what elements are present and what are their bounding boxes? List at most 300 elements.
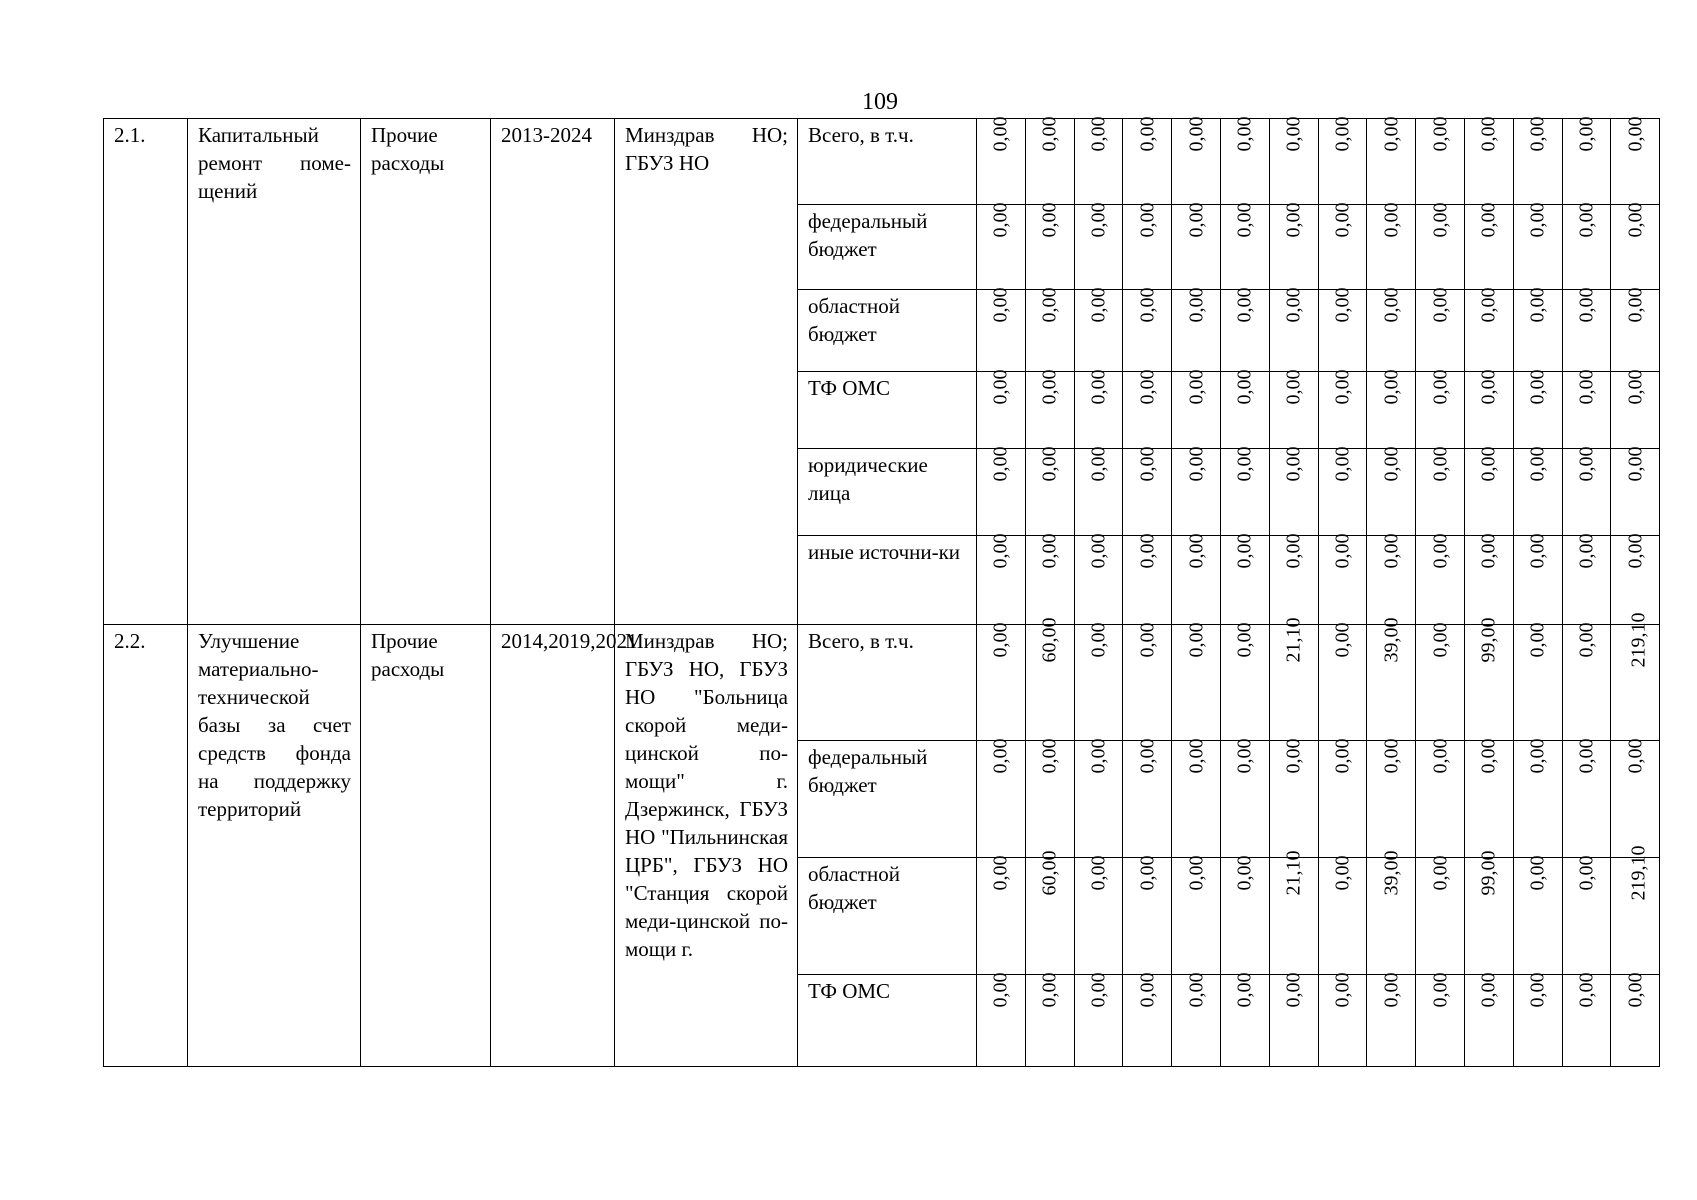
funding-source-label: иные источни-ки	[808, 540, 961, 564]
amount-cell	[1220, 622, 1269, 741]
amount-cell	[1025, 369, 1074, 449]
amount-cell	[1172, 116, 1221, 205]
amount-value: 99,00	[1477, 617, 1500, 663]
amount-value: 0,00	[1477, 116, 1500, 152]
amount-cell	[1123, 446, 1172, 536]
amount-value: 0,00	[1136, 446, 1159, 482]
amount-value: 0,00	[1136, 738, 1159, 774]
amount-value: 0,00	[1185, 972, 1208, 1008]
amount-cell	[1367, 369, 1416, 449]
expense-type-cell	[361, 625, 491, 1067]
amount-value: 0,00	[1087, 202, 1110, 238]
amount-cell	[1416, 855, 1465, 975]
amount-cell	[1562, 622, 1611, 741]
amount-value: 0,00	[1380, 369, 1403, 405]
amount-cell	[1269, 533, 1318, 625]
amount-cell	[1367, 850, 1416, 975]
amount-cell	[1416, 622, 1465, 741]
amount-value: 0,00	[1624, 116, 1647, 152]
amount-cell	[1611, 446, 1660, 536]
table-body	[104, 116, 1660, 1067]
amount-value: 0,00	[1038, 116, 1061, 152]
amount-value: 0,00	[1087, 972, 1110, 1008]
amount-value: 0,00	[989, 116, 1012, 152]
amount-cell	[1269, 369, 1318, 449]
amount-cell	[1367, 533, 1416, 625]
amount-value: 0,00	[1380, 972, 1403, 1008]
amount-cell	[1562, 369, 1611, 449]
amount-value: 0,00	[1087, 622, 1110, 658]
amount-cell	[1562, 446, 1611, 536]
amount-cell	[1416, 116, 1465, 205]
amount-value: 0,00	[1185, 116, 1208, 152]
row-number-cell	[104, 625, 188, 1067]
amount-cell	[1025, 738, 1074, 858]
funding-source-cell	[798, 119, 977, 205]
amount-cell	[1172, 287, 1221, 372]
amount-cell	[1123, 287, 1172, 372]
amount-value: 0,00	[1087, 287, 1110, 323]
amount-cell	[1464, 287, 1513, 372]
amount-value: 0,00	[1136, 369, 1159, 405]
amount-value: 0,00	[1624, 533, 1647, 569]
amount-cell	[1416, 446, 1465, 536]
amount-cell	[1367, 202, 1416, 290]
amount-value: 0,00	[1185, 446, 1208, 482]
amount-cell	[1123, 116, 1172, 205]
amount-value: 0,00	[1331, 369, 1354, 405]
expense-type: Прочие расходы	[371, 629, 445, 681]
amount-cell	[1611, 202, 1660, 290]
amount-cell	[1513, 972, 1562, 1067]
amount-value: 0,00	[1038, 287, 1061, 323]
amount-cell	[1513, 622, 1562, 741]
amount-value: 0,00	[1624, 972, 1647, 1008]
amount-cell	[1269, 738, 1318, 858]
amount-value: 0,00	[1429, 446, 1452, 482]
amount-value: 0,00	[1624, 369, 1647, 405]
amount-value: 0,00	[1282, 446, 1305, 482]
amount-value: 0,00	[1526, 855, 1549, 891]
amount-value: 0,00	[1331, 116, 1354, 152]
amount-cell	[977, 855, 1026, 975]
amount-value: 0,00	[1429, 738, 1452, 774]
amount-cell	[1611, 287, 1660, 372]
amount-value: 0,00	[1429, 533, 1452, 569]
amount-cell	[1464, 369, 1513, 449]
amount-value: 0,00	[1526, 287, 1549, 323]
amount-cell	[1416, 369, 1465, 449]
amount-value: 0,00	[1331, 533, 1354, 569]
amount-cell	[1562, 116, 1611, 205]
amount-value: 0,00	[1429, 287, 1452, 323]
amount-value: 0,00	[1233, 533, 1256, 569]
amount-value: 0,00	[989, 202, 1012, 238]
amount-value: 219,10	[1627, 612, 1650, 668]
amount-value: 0,00	[1331, 622, 1354, 658]
amount-cell	[1318, 287, 1367, 372]
amount-cell	[1172, 202, 1221, 290]
amount-cell	[1416, 972, 1465, 1067]
amount-value: 0,00	[1038, 202, 1061, 238]
amount-value: 0,00	[1233, 622, 1256, 658]
amount-cell	[977, 287, 1026, 372]
amount-value: 60,00	[1038, 850, 1061, 896]
amount-cell	[1220, 202, 1269, 290]
row-number: 2.1.	[114, 123, 146, 147]
funding-source-cell	[798, 536, 977, 625]
amount-cell	[1123, 533, 1172, 625]
executor-cell	[615, 625, 798, 1067]
amount-value: 0,00	[1185, 287, 1208, 323]
amount-cell	[1172, 622, 1221, 741]
amount-cell	[1074, 446, 1123, 536]
amount-cell	[1074, 369, 1123, 449]
funding-source-label: Всего, в т.ч.	[808, 123, 914, 147]
funding-source-cell	[798, 290, 977, 372]
amount-cell	[1464, 972, 1513, 1067]
amount-cell	[1025, 446, 1074, 536]
amount-cell	[1220, 855, 1269, 975]
amount-cell	[1416, 533, 1465, 625]
amount-cell	[1513, 287, 1562, 372]
amount-cell	[1269, 446, 1318, 536]
amount-cell	[1611, 369, 1660, 449]
amount-cell	[1562, 855, 1611, 975]
amount-cell	[1367, 446, 1416, 536]
funding-source-cell	[798, 372, 977, 449]
amount-cell	[1025, 533, 1074, 625]
amount-value: 0,00	[1136, 202, 1159, 238]
funding-source-cell	[798, 625, 977, 741]
amount-value: 0,00	[1038, 738, 1061, 774]
amount-cell	[1562, 533, 1611, 625]
amount-cell	[977, 446, 1026, 536]
amount-value: 0,00	[989, 622, 1012, 658]
amount-value: 0,00	[1380, 446, 1403, 482]
funding-source-label: федеральный бюджет	[808, 209, 928, 261]
amount-value: 0,00	[1575, 738, 1598, 774]
amount-value: 0,00	[1526, 202, 1549, 238]
funding-source-label: юридические лица	[808, 453, 928, 505]
amount-value: 0,00	[1233, 287, 1256, 323]
funding-source-label: областной бюджет	[808, 294, 900, 346]
measure-name-cell	[188, 625, 361, 1067]
amount-value: 0,00	[1477, 287, 1500, 323]
amount-value: 0,00	[1429, 855, 1452, 891]
amount-cell	[1025, 972, 1074, 1067]
amount-value: 0,00	[1575, 446, 1598, 482]
amount-value: 0,00	[989, 369, 1012, 405]
amount-value: 0,00	[1038, 972, 1061, 1008]
amount-cell	[1318, 446, 1367, 536]
funding-source-label: Всего, в т.ч.	[808, 629, 914, 653]
amount-cell	[1074, 533, 1123, 625]
amount-cell	[1220, 446, 1269, 536]
amount-cell	[1562, 202, 1611, 290]
amount-value: 0,00	[989, 855, 1012, 891]
amount-value: 0,00	[1624, 202, 1647, 238]
amount-value: 0,00	[1087, 116, 1110, 152]
amount-value: 0,00	[1331, 446, 1354, 482]
amount-value: 0,00	[989, 533, 1012, 569]
amount-cell	[1269, 972, 1318, 1067]
period-cell	[491, 625, 638, 1067]
amount-cell	[977, 202, 1026, 290]
amount-value: 0,00	[989, 446, 1012, 482]
amount-cell	[1123, 972, 1172, 1067]
amount-value: 0,00	[1136, 533, 1159, 569]
amount-value: 0,00	[1526, 533, 1549, 569]
amount-value: 0,00	[1136, 116, 1159, 152]
amount-value: 0,00	[1331, 855, 1354, 891]
amount-value: 0,00	[1477, 533, 1500, 569]
amount-cell	[1269, 617, 1318, 741]
amount-value: 0,00	[1624, 287, 1647, 323]
amount-value: 0,00	[1429, 622, 1452, 658]
amount-cell	[1318, 369, 1367, 449]
amount-value: 219,10	[1627, 845, 1650, 901]
amount-value: 0,00	[1038, 369, 1061, 405]
funding-source-cell	[798, 449, 977, 536]
amount-value: 0,00	[1624, 738, 1647, 774]
amount-value: 0,00	[1331, 202, 1354, 238]
amount-value: 0,00	[989, 972, 1012, 1008]
amount-value: 0,00	[1331, 738, 1354, 774]
budget-table	[103, 118, 1660, 1067]
funding-source-label: ТФ ОМС	[808, 979, 891, 1003]
amount-cell	[1123, 369, 1172, 449]
amount-value: 0,00	[1429, 369, 1452, 405]
amount-cell	[977, 116, 1026, 205]
amount-cell	[1367, 116, 1416, 205]
amount-cell	[1074, 972, 1123, 1067]
amount-cell	[1220, 116, 1269, 205]
amount-cell	[977, 972, 1026, 1067]
funding-source-label: федеральный бюджет	[808, 745, 928, 797]
amount-cell	[1464, 850, 1513, 975]
amount-value: 0,00	[1233, 972, 1256, 1008]
amount-value: 0,00	[1477, 738, 1500, 774]
amount-cell	[1513, 738, 1562, 858]
amount-value: 0,00	[1087, 446, 1110, 482]
amount-cell	[1513, 202, 1562, 290]
amount-cell	[1269, 116, 1318, 205]
amount-cell	[1123, 855, 1172, 975]
amount-cell	[1172, 446, 1221, 536]
amount-cell	[1318, 738, 1367, 858]
expense-type: Прочие расходы	[371, 123, 445, 175]
amount-value: 0,00	[1575, 855, 1598, 891]
amount-cell	[1220, 287, 1269, 372]
amount-cell	[1220, 972, 1269, 1067]
amount-cell	[1025, 287, 1074, 372]
amount-cell	[1172, 855, 1221, 975]
amount-value: 0,00	[1331, 287, 1354, 323]
amount-value: 39,00	[1380, 617, 1403, 663]
amount-value: 0,00	[1624, 446, 1647, 482]
amount-value: 0,00	[1282, 369, 1305, 405]
amount-value: 39,00	[1380, 850, 1403, 896]
amount-value: 0,00	[1136, 972, 1159, 1008]
amount-cell	[1318, 622, 1367, 741]
amount-cell	[1513, 533, 1562, 625]
amount-cell	[1464, 116, 1513, 205]
amount-cell	[1074, 116, 1123, 205]
amount-value: 0,00	[1575, 116, 1598, 152]
amount-cell	[1269, 850, 1318, 975]
amount-cell	[1562, 972, 1611, 1067]
amount-value: 0,00	[1282, 116, 1305, 152]
amount-value: 0,00	[1136, 855, 1159, 891]
amount-value: 0,00	[1282, 287, 1305, 323]
amount-value: 0,00	[1233, 116, 1256, 152]
amount-value: 0,00	[1282, 533, 1305, 569]
amount-cell	[1220, 533, 1269, 625]
amount-value: 0,00	[1575, 287, 1598, 323]
amount-value: 21,10	[1282, 617, 1305, 663]
amount-value: 0,00	[1429, 116, 1452, 152]
amount-value: 0,00	[1038, 533, 1061, 569]
amount-value: 0,00	[1477, 202, 1500, 238]
amount-value: 0,00	[1136, 287, 1159, 323]
amount-value: 0,00	[1575, 972, 1598, 1008]
amount-cell	[1074, 855, 1123, 975]
amount-cell	[1464, 533, 1513, 625]
amount-cell	[1562, 287, 1611, 372]
amount-value: 0,00	[1429, 202, 1452, 238]
amount-cell	[1318, 855, 1367, 975]
amount-cell	[1367, 617, 1416, 741]
amount-value: 0,00	[1575, 533, 1598, 569]
amount-value: 0,00	[1087, 855, 1110, 891]
period: 2013-2024	[501, 123, 592, 147]
amount-cell	[1074, 287, 1123, 372]
table-row	[104, 625, 1660, 741]
amount-value: 60,00	[1038, 617, 1061, 663]
amount-cell	[977, 533, 1026, 625]
amount-value: 0,00	[1380, 533, 1403, 569]
amount-value: 0,00	[1185, 622, 1208, 658]
amount-cell	[1074, 202, 1123, 290]
amount-value: 0,00	[1087, 533, 1110, 569]
amount-value: 0,00	[1233, 855, 1256, 891]
amount-cell	[1220, 369, 1269, 449]
period-cell	[491, 119, 615, 625]
executor: Минздрав НО; ГБУЗ НО	[625, 123, 788, 175]
amount-value: 0,00	[1526, 369, 1549, 405]
amount-value: 0,00	[1526, 738, 1549, 774]
amount-value: 0,00	[1233, 446, 1256, 482]
amount-value: 0,00	[1526, 446, 1549, 482]
amount-value: 99,00	[1477, 850, 1500, 896]
amount-cell	[1172, 738, 1221, 858]
amount-cell	[1513, 446, 1562, 536]
amount-cell	[1123, 202, 1172, 290]
amount-cell	[1074, 622, 1123, 741]
amount-cell	[1611, 845, 1660, 975]
amount-value: 0,00	[1575, 202, 1598, 238]
amount-value: 0,00	[1526, 116, 1549, 152]
amount-value: 0,00	[1575, 622, 1598, 658]
amount-value: 0,00	[1575, 369, 1598, 405]
amount-value: 0,00	[1185, 202, 1208, 238]
amount-cell	[1367, 738, 1416, 858]
amount-value: 0,00	[1233, 202, 1256, 238]
amount-value: 0,00	[1233, 738, 1256, 774]
amount-value: 0,00	[1477, 972, 1500, 1008]
amount-cell	[1611, 116, 1660, 205]
amount-cell	[1416, 202, 1465, 290]
amount-cell	[1464, 617, 1513, 741]
amount-cell	[1172, 972, 1221, 1067]
funding-source-cell	[798, 858, 977, 975]
measure-name: Улучшение материально-технической базы за счет средств фонда на поддержку территорий	[198, 629, 351, 821]
amount-value: 0,00	[1282, 738, 1305, 774]
amount-value: 0,00	[1136, 622, 1159, 658]
amount-value: 0,00	[1380, 202, 1403, 238]
row-number-cell	[104, 119, 188, 625]
amount-cell	[1611, 738, 1660, 858]
amount-cell	[1611, 612, 1660, 741]
executor: Минздрав НО; ГБУЗ НО, ГБУЗ НО "Больница скорой меди-цинской по-мощи" г. Дзержинск, ГБУЗ НО "Пильнинская ЦРБ", ГБУЗ НО "Станция скорой меди-цинской по-мощи г.	[625, 629, 788, 961]
funding-source-cell	[798, 741, 977, 858]
funding-source-cell	[798, 205, 977, 290]
funding-source-cell	[798, 975, 977, 1067]
amount-value: 0,00	[1087, 738, 1110, 774]
amount-cell	[1269, 202, 1318, 290]
amount-cell	[977, 622, 1026, 741]
amount-cell	[1562, 738, 1611, 858]
amount-cell	[1269, 287, 1318, 372]
amount-value: 0,00	[1380, 116, 1403, 152]
amount-value: 0,00	[1087, 369, 1110, 405]
amount-cell	[977, 738, 1026, 858]
table-row	[104, 119, 1660, 205]
amount-cell	[1220, 738, 1269, 858]
amount-value: 21,10	[1282, 850, 1305, 896]
row-number: 2.2.	[114, 629, 146, 653]
amount-value: 0,00	[1185, 533, 1208, 569]
amount-value: 0,00	[1282, 202, 1305, 238]
amount-cell	[1025, 202, 1074, 290]
expense-type-cell	[361, 119, 491, 625]
amount-cell	[1318, 116, 1367, 205]
amount-cell	[1464, 202, 1513, 290]
amount-value: 0,00	[1233, 369, 1256, 405]
amount-cell	[1074, 738, 1123, 858]
amount-value: 0,00	[989, 287, 1012, 323]
amount-cell	[1464, 446, 1513, 536]
amount-cell	[1172, 533, 1221, 625]
amount-value: 0,00	[1429, 972, 1452, 1008]
amount-value: 0,00	[989, 738, 1012, 774]
amount-cell	[1367, 287, 1416, 372]
amount-cell	[1025, 116, 1074, 205]
amount-cell	[977, 369, 1026, 449]
amount-value: 0,00	[1526, 622, 1549, 658]
amount-cell	[1318, 533, 1367, 625]
amount-cell	[1318, 972, 1367, 1067]
amount-cell	[1513, 116, 1562, 205]
amount-value: 0,00	[1380, 738, 1403, 774]
measure-name: Капитальный ремонт поме-щений	[198, 123, 351, 203]
amount-cell	[1416, 287, 1465, 372]
amount-cell	[1611, 972, 1660, 1067]
amount-value: 0,00	[1185, 738, 1208, 774]
amount-cell	[1416, 738, 1465, 858]
amount-value: 0,00	[1185, 369, 1208, 405]
